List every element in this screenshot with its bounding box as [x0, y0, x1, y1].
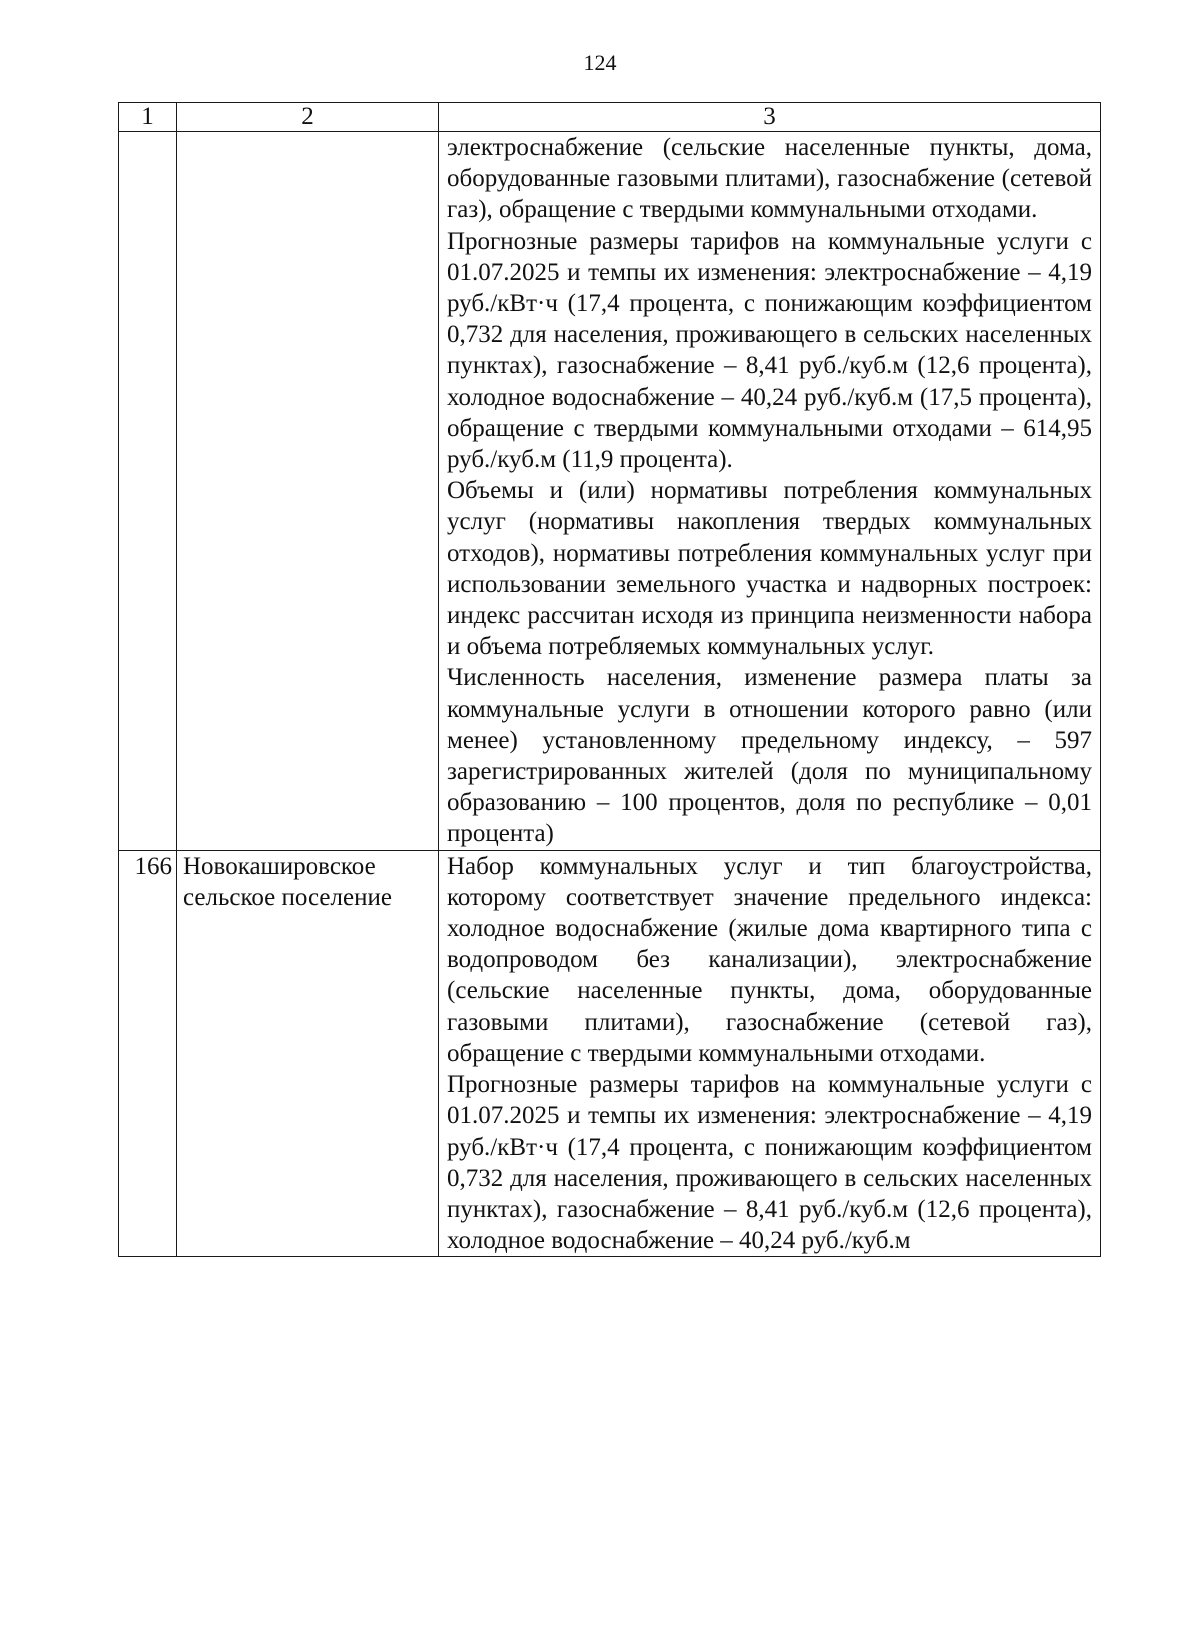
description-paragraph: Прогнозные размеры тарифов на коммунальные услуги с 01.07.2025 и темпы их изменения: электроснабжение – 4,19 руб./кВт·ч (17,4 процента, с понижающим коэффициентом 0,732 для населения, проживающего в сельских населенных пунктах), газоснабжение – 8,41 руб./куб.м (12,6 процента), холодное водоснабжение – 40,24 руб./куб.м: [447, 1071, 1092, 1255]
description-cell: [439, 132, 1101, 851]
page-number: 124: [583, 50, 617, 75]
settlement-name: [177, 132, 439, 851]
column-header-1: 1: [119, 103, 177, 132]
description-paragraph: Объемы и (или) нормативы потребления коммунальных услуг (нормативы накопления твердых коммунальных отходов), нормативы потребления коммунальных услуг при использовании земельного участка и надворных построек: индекс рассчитан исходя из принципа неизменности набора и объема потребляемых коммунальных услуг.: [447, 477, 1092, 661]
column-header-3: 3: [439, 103, 1101, 132]
table-header-row: [119, 103, 1101, 132]
tariff-table: [118, 102, 1101, 1257]
table-row: [119, 850, 1101, 1257]
description-paragraph: Прогнозные размеры тарифов на коммунальные услуги с 01.07.2025 и темпы их изменения: электроснабжение – 4,19 руб./кВт·ч (17,4 процента, с понижающим коэффициентом 0,732 для населения, проживающего в сельских населенных пунктах), газоснабжение – 8,41 руб./куб.м (12,6 процента), холодное водоснабжение – 40,24 руб./куб.м (17,5 процента), обращение с твердыми коммунальными отходами – 614,95 руб./куб.м (11,9 процента).: [447, 227, 1092, 474]
table-row: [119, 132, 1101, 851]
row-number: 166: [119, 850, 177, 1257]
description-paragraph: электроснабжение (сельские населенные пункты, дома, оборудованные газовыми плитами), газоснабжение (сетевой газ), обращение с твердыми коммунальными отходами.: [447, 134, 1092, 224]
description-cell: [439, 850, 1101, 1257]
settlement-name: Новокашировское сельское поселение: [177, 850, 439, 1257]
row-number: [119, 132, 177, 851]
description-paragraph: Численность населения, изменение размера платы за коммунальные услуги в отношении которого равно (или менее) установленному предельному индексу, – 597 зарегистрированных жителей (доля по муниципальному образованию – 100 процентов, доля по республике – 0,01 процента): [447, 664, 1092, 848]
description-paragraph: Набор коммунальных услуг и тип благоустройства, которому соответствует значение предельного индекса: холодное водоснабжение (жилые дома квартирного типа с водопроводом без канализации), электроснабжение (сельские населенные пункты, дома, оборудованные газовыми плитами), газоснабжение (сетевой газ), обращение с твердыми коммунальными отходами.: [447, 852, 1092, 1067]
column-header-2: 2: [177, 103, 439, 132]
